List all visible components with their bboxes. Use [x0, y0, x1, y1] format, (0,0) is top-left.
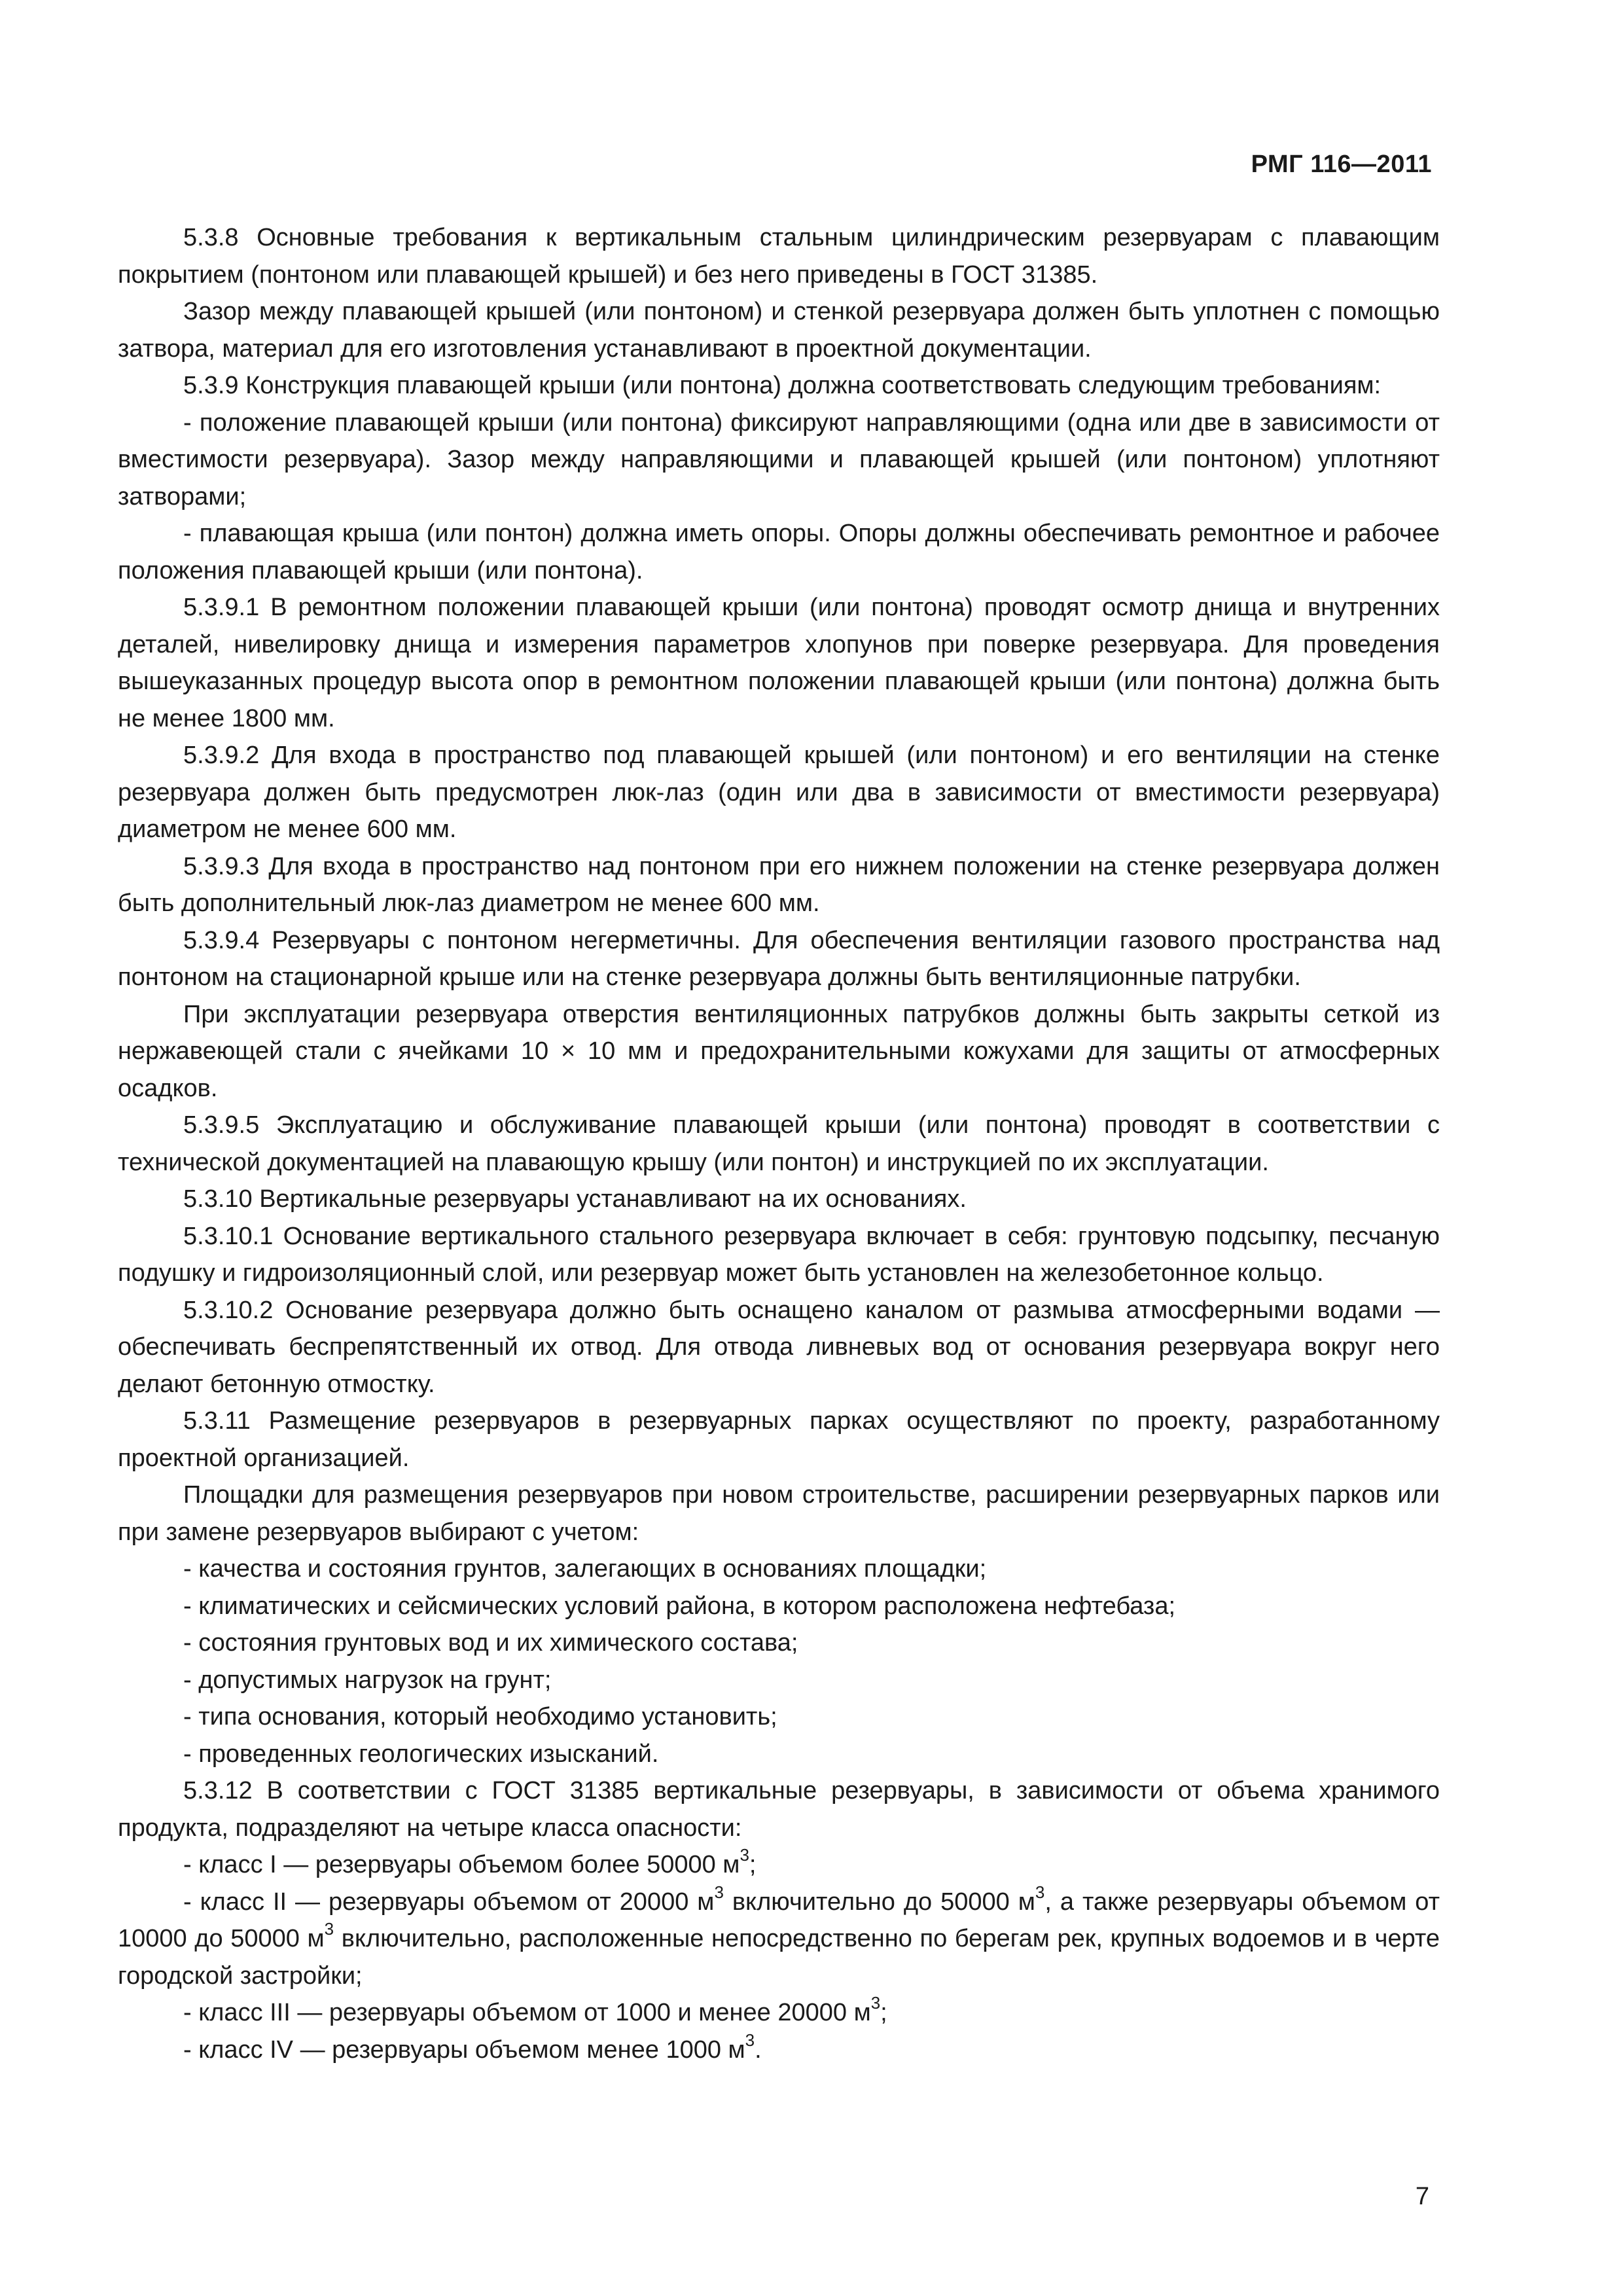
superscript: 3: [740, 1845, 749, 1865]
superscript: 3: [324, 1919, 334, 1939]
list-item: - плавающая крыша (или понтон) должна иметь опоры. Опоры должны обеспечивать ремонтное и рабочее положения плавающей крыши (или понтона).: [118, 520, 1440, 584]
paragraph: Площадки для размещения резервуаров при новом строительстве, расширении резервуарных парков или при замене резервуаров выбирают с учетом:: [118, 1481, 1440, 1546]
paragraph: При эксплуатации резервуара отверстия вентиляционных патрубков должны быть закрыты сеткой из нержавеющей стали с ячейками 10 × 10 мм и предохранительными кожухами для защиты от атмосферных осадков.: [118, 1000, 1440, 1102]
class-iv-text: - класс IV — резервуары объемом менее 1000 м: [183, 2036, 745, 2064]
paragraph: Зазор между плавающей крышей (или понтоном) и стенкой резервуара должен быть уплотнен с помощью затвора, материал для его изготовления устанавливают в проектной документации.: [118, 298, 1440, 363]
class-iv-item: [118, 2032, 1440, 2069]
paragraph-5-3-9-3: 5.3.9.3 Для входа в пространство над понтоном при его нижнем положении на стенке резервуара должен быть дополнительный люк-лаз диаметром не менее 600 мм.: [118, 852, 1440, 917]
class-ii-text-a: - класс II — резервуары объемом от 20000 м: [183, 1888, 715, 1916]
punctuation: .: [755, 2036, 762, 2064]
list-item: - климатических и сейсмических условий района, в котором расположена нефтебаза;: [183, 1592, 1176, 1620]
paragraph-5-3-9: 5.3.9 Конструкция плавающей крыши (или понтона) должна соответствовать следующим требованиям:: [183, 372, 1382, 399]
paragraph-5-3-11: 5.3.11 Размещение резервуаров в резервуарных парках осуществляют по проекту, разработанному проектной организацией.: [118, 1407, 1440, 1472]
list-item: - положение плавающей крыши (или понтона) фиксируют направляющими (одна или две в зависимости от вместимости резервуара). Зазор между направляющими и плавающей крышей (или понтоном) уплотняют затворами;: [118, 408, 1440, 511]
superscript: 3: [870, 1993, 881, 2013]
list-item: - состояния грунтовых вод и их химического состава;: [183, 1629, 798, 1657]
document-code: РМГ 116—2011: [1251, 151, 1432, 178]
class-iii-item: [118, 1994, 1440, 2032]
class-ii-text-b: включительно до 50000 м: [723, 1888, 1035, 1916]
list-item: - допустимых нагрузок на грунт;: [183, 1666, 552, 1694]
list-item: - типа основания, который необходимо установить;: [183, 1703, 777, 1731]
class-ii-item: [118, 1884, 1440, 1995]
class-i-text: - класс I — резервуары объемом более 50000 м: [183, 1851, 740, 1878]
paragraph-5-3-9-2: 5.3.9.2 Для входа в пространство под плавающей крышей (или понтоном) и его вентиляции на стенке резервуара должен быть предусмотрен люк-лаз (один или два в зависимости от вместимости резервуара) диаметром не менее 600 мм.: [118, 742, 1440, 843]
page-number: 7: [1415, 2183, 1429, 2210]
punctuation: ;: [880, 1999, 887, 2026]
superscript: 3: [714, 1882, 724, 1902]
paragraph-5-3-9-5: 5.3.9.5 Эксплуатацию и обслуживание плавающей крыши (или понтона) проводят в соответствии с технической документацией на плавающую крышу (или понтон) и инструкцией по их эксплуатации.: [118, 1111, 1440, 1176]
paragraph-5-3-12: 5.3.12 В соответствии с ГОСТ 31385 вертикальные резервуары, в зависимости от объема хранимого продукта, подразделяют на четыре класса опасности:: [118, 1777, 1440, 1842]
paragraph-5-3-9-4: 5.3.9.4 Резервуары с понтоном негерметичны. Для обеспечения вентиляции газового пространства над понтоном на стационарной крыше или на стенке резервуара должны быть вентиляционные патрубки.: [118, 926, 1440, 991]
class-iii-text: - класс III — резервуары объемом от 1000 и менее 20000 м: [183, 1999, 871, 2026]
class-ii-text-d: включительно, расположенные непосредственно по берегам рек, крупных водоемов и в черте городской застройки;: [118, 1925, 1440, 1990]
superscript: 3: [1035, 1882, 1045, 1902]
list-item: - качества и состояния грунтов, залегающих в основаниях площадки;: [183, 1555, 987, 1583]
list-item: - проведенных геологических изысканий.: [183, 1740, 659, 1768]
superscript: 3: [745, 2030, 755, 2050]
class-i-item: [118, 1846, 1440, 1884]
paragraph-5-3-10: 5.3.10 Вертикальные резервуары устанавливают на их основаниях.: [183, 1185, 967, 1213]
punctuation: ;: [749, 1851, 757, 1878]
document-body: [118, 219, 1440, 2068]
paragraph-5-3-10-1: 5.3.10.1 Основание вертикального стального резервуара включает в себя: грунтовую подсыпку, песчаную подушку и гидроизоляционный слой, или резервуар может быть установлен на железобетонное кольцо.: [118, 1222, 1440, 1287]
class-ii-text-c: , а также резервуары объемом от 10000 до 50000 м: [118, 1888, 1440, 1952]
paragraph-5-3-8: 5.3.8 Основные требования к вертикальным стальным цилиндрическим резервуарам с плавающим покрытием (понтоном или плавающей крышей) и без него приведены в ГОСТ 31385.: [118, 224, 1440, 289]
paragraph-5-3-10-2: 5.3.10.2 Основание резервуара должно быть оснащено каналом от размыва атмосферными водами — обеспечивать беспрепятственный их отвод. Для отвода ливневых вод от основания резервуара вокруг него делают бетонную отмостку.: [118, 1296, 1440, 1398]
paragraph-5-3-9-1: 5.3.9.1 В ремонтном положении плавающей крыши (или понтона) проводят осмотр днища и внутренних деталей, нивелировку днища и измерения параметров хлопунов при поверке резервуара. Для проведения вышеуказанных процедур высота опор в ремонтном положении плавающей крыши (или понтона) должна быть не менее 1800 мм.: [118, 594, 1440, 732]
